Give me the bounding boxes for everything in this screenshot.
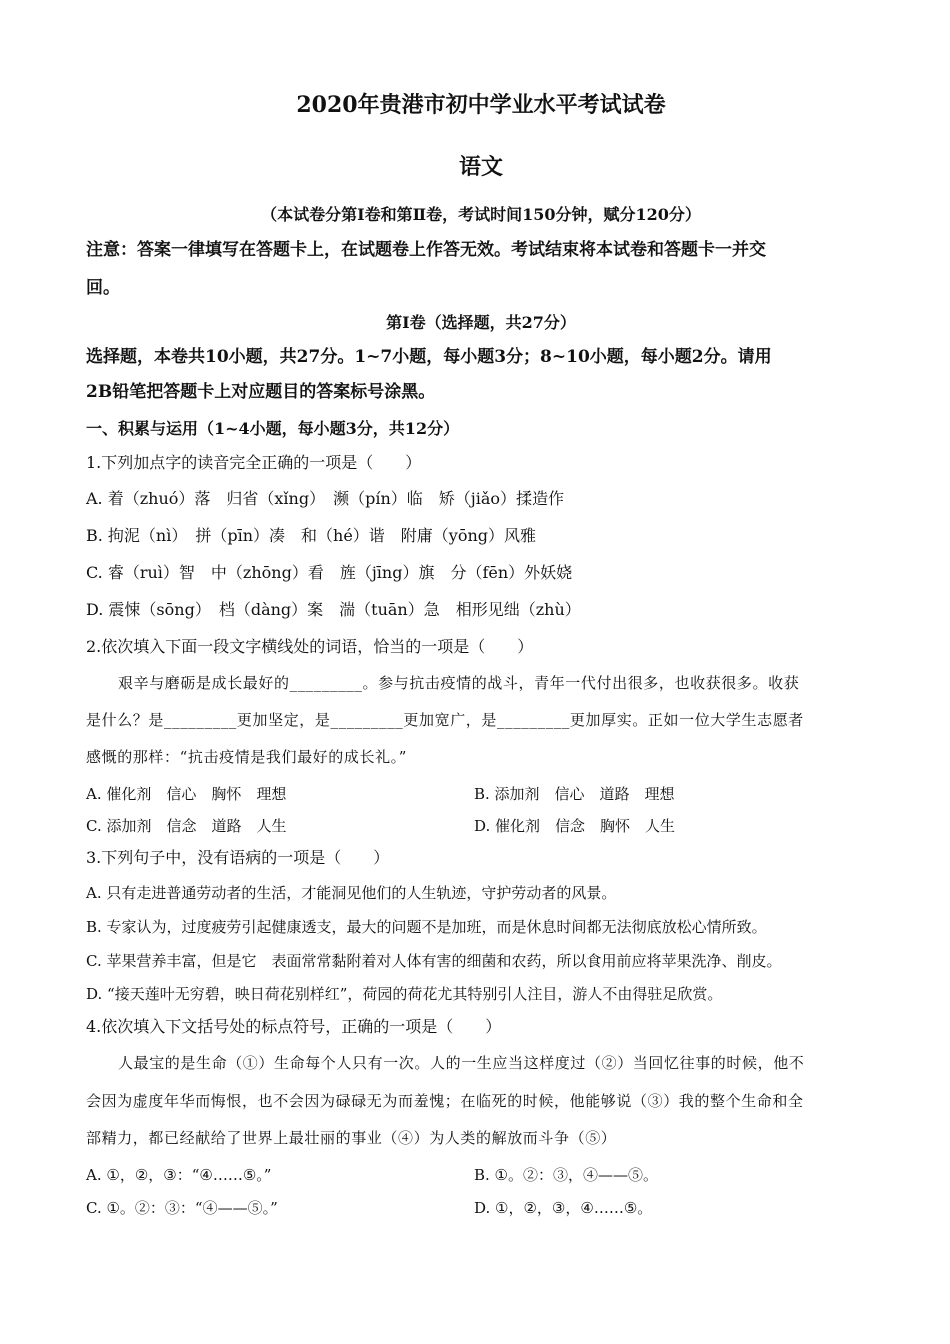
q2-option-b: B. 添加剂 信心 道路 理想 bbox=[474, 785, 675, 803]
exam-title: 2020年贵港市初中学业水平考试试卷 bbox=[296, 92, 666, 118]
q2-passage-line-1: 艰辛与磨砺是成长最好的_________。参与抗击疫情的战斗，青年一代付出很多，也收获很多。收获 bbox=[118, 674, 800, 692]
section-1-heading: 一、积累与运用（1~4小题，每小题3分，共12分） bbox=[86, 419, 460, 438]
q4-option-c: C. ①。②：③：“④——⑤。” bbox=[86, 1199, 278, 1217]
part1-instruction-2: 2B铅笔把答题卡上对应题目的答案标号涂黑。 bbox=[86, 382, 436, 402]
subject-title: 语文 bbox=[458, 154, 503, 180]
q4-option-d: D. ①，②，③，④……⑤。 bbox=[474, 1199, 653, 1217]
q4-passage-line-3: 部精力，都已经献给了世界上最壮丽的事业（④）为人类的解放而斗争（⑤） bbox=[86, 1129, 617, 1147]
q3-option-a: A. 只有走进普通劳动者的生活，才能洞见他们的人生轨迹，守护劳动者的风景。 bbox=[86, 884, 617, 902]
q2-passage-line-2: 是什么？是_________更加坚定，是_________更加宽广，是_________更加厚实。正如一位大学生志愿者 bbox=[86, 711, 804, 729]
q4-stem: 4.依次填入下文括号处的标点符号，正确的一项是（ ） bbox=[86, 1017, 502, 1036]
q2-option-d: D. 催化剂 信念 胸怀 人生 bbox=[474, 817, 676, 835]
part1-heading: 第Ⅰ卷（选择题，共27分） bbox=[386, 313, 576, 332]
notice-line-1: 注意：答案一律填写在答题卡上，在试题卷上作答无效。考试结束将本试卷和答题卡一并交 bbox=[86, 240, 766, 260]
q2-passage-line-3: 感慨的那样：“抗击疫情是我们最好的成长礼。” bbox=[86, 748, 408, 766]
q1-stem: 1.下列加点字的读音完全正确的一项是（ ） bbox=[86, 453, 422, 472]
q4-option-b: B. ①。②：③，④——⑤。 bbox=[474, 1166, 659, 1184]
q2-option-a: A. 催化剂 信心 胸怀 理想 bbox=[86, 785, 287, 803]
notice-line-2: 回。 bbox=[86, 278, 120, 298]
exam-info: （本试卷分第Ⅰ卷和第Ⅱ卷，考试时间150分钟，赋分120分） bbox=[261, 205, 701, 224]
q3-option-c: C. 苹果营养丰富，但是它 表面常常黏附着对人体有害的细菌和农药，所以食用前应将苹果洗净、削皮。 bbox=[86, 952, 782, 970]
q1-option-a: A. 着（zhuó）落 归省（xǐng） 濒（pín）临 矫（jiǎo）揉造作 bbox=[86, 489, 565, 508]
q1-option-b: B. 拘泥（nì） 拼（pīn）凑 和（hé）谐 附庸（yōng）风雅 bbox=[86, 526, 537, 545]
part1-instruction-1: 选择题，本卷共10小题，共27分。1~7小题，每小题3分；8~10小题，每小题2分。请用 bbox=[86, 347, 772, 367]
q2-option-c: C. 添加剂 信念 道路 人生 bbox=[86, 817, 287, 835]
q4-option-a: A. ①，②，③：“④……⑤。” bbox=[86, 1166, 272, 1184]
q4-passage-line-1: 人最宝的是生命（①）生命每个人只有一次。人的一生应当这样度过（②）当回忆往事的时候，他不 bbox=[118, 1054, 805, 1072]
q1-option-c: C. 睿（ruì）智 中（zhōng）看 旌（jīng）旗 分（fēn）外妖娆 bbox=[86, 563, 573, 582]
q2-stem: 2.依次填入下面一段文字横线处的词语，恰当的一项是（ ） bbox=[86, 637, 534, 656]
q3-option-d: D. “接天莲叶无穷碧，映日荷花别样红”，荷园的荷花尤其特别引人注目，游人不由得驻足欣赏。 bbox=[86, 985, 723, 1003]
q3-stem: 3.下列句子中，没有语病的一项是（ ） bbox=[86, 848, 390, 867]
q1-option-d: D. 震悚（sōng） 档（dàng）案 湍（tuān）急 相形见绌（zhù） bbox=[86, 600, 581, 619]
q4-passage-line-2: 会因为虚度年华而悔恨，也不会因为碌碌无为而羞愧；在临死的时候，他能够说（③）我的整个生命和全 bbox=[86, 1092, 804, 1110]
q3-option-b: B. 专家认为，过度疲劳引起健康透支，最大的问题不是加班，而是休息时间都无法彻底放松心情所致。 bbox=[86, 918, 767, 936]
